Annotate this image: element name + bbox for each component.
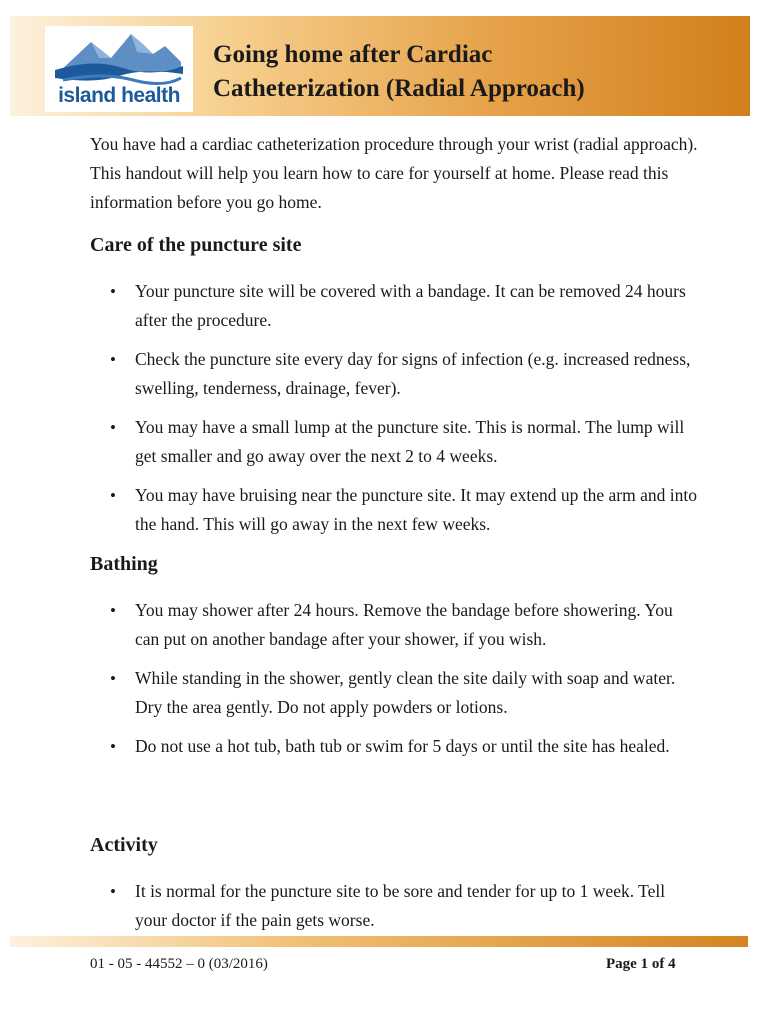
list-item: • You may have a small lump at the puncture site. This is normal. The lump will get smaller and go away over the next 2 to 4 weeks. — [90, 413, 700, 471]
bullet-icon: • — [110, 669, 116, 688]
list-item: • Do not use a hot tub, bath tub or swim for 5 days or until the site has healed. — [90, 732, 700, 761]
list-item: • You may shower after 24 hours. Remove the bandage before showering. You can put on another bandage after your shower, if you wish. — [90, 596, 700, 654]
bullet-icon: • — [110, 350, 116, 369]
logo-text: island health — [58, 84, 180, 107]
list-item: • It is normal for the puncture site to be sore and tender for up to 1 week. Tell your doctor if the pain gets worse. — [90, 877, 700, 935]
list-item: • You may have bruising near the puncture site. It may extend up the arm and into the hand. This will go away in the next few weeks. — [90, 481, 700, 539]
bullet-icon: • — [110, 601, 116, 620]
page-total: 4 — [668, 956, 676, 972]
activity-list — [90, 877, 700, 945]
section-heading-care: Care of the puncture site — [90, 234, 302, 256]
bullet-icon: • — [110, 282, 116, 301]
list-item: • Your puncture site will be covered with a bandage. It can be removed 24 hours after the procedure. — [90, 277, 700, 335]
page-number — [606, 956, 676, 973]
page-of: of — [651, 956, 665, 972]
page-current: 1 — [640, 956, 649, 972]
title-line-2: Catheterization (Radial Approach) — [213, 75, 585, 102]
page-label: Page — [606, 956, 637, 972]
document-title — [213, 38, 733, 106]
intro-paragraph: You have had a cardiac catheterization procedure through your wrist (radial approach). This handout will help you learn how to care for yourself at home. Please read this information before you go home. — [90, 134, 698, 212]
bullet-icon: • — [110, 486, 116, 505]
care-list — [90, 277, 700, 549]
document-code: 01 - 05 - 44552 – 0 (03/2016) — [90, 956, 268, 972]
bathing-list — [90, 596, 700, 771]
mountain-logo-icon — [53, 28, 185, 86]
bullet-icon: • — [110, 418, 116, 437]
list-item: • Check the puncture site every day for signs of infection (e.g. increased redness, swelling, tenderness, drainage, fever). — [90, 345, 700, 403]
footer-band — [10, 936, 748, 947]
bullet-icon: • — [110, 882, 116, 901]
list-item: • While standing in the shower, gently clean the site daily with soap and water. Dry the area gently. Do not apply powders or lotions. — [90, 664, 700, 722]
section-heading-bathing: Bathing — [90, 553, 158, 575]
bullet-icon: • — [110, 737, 116, 756]
island-health-logo — [45, 26, 193, 112]
title-line-1: Going home after Cardiac — [213, 41, 493, 68]
section-heading-activity: Activity — [90, 834, 158, 856]
